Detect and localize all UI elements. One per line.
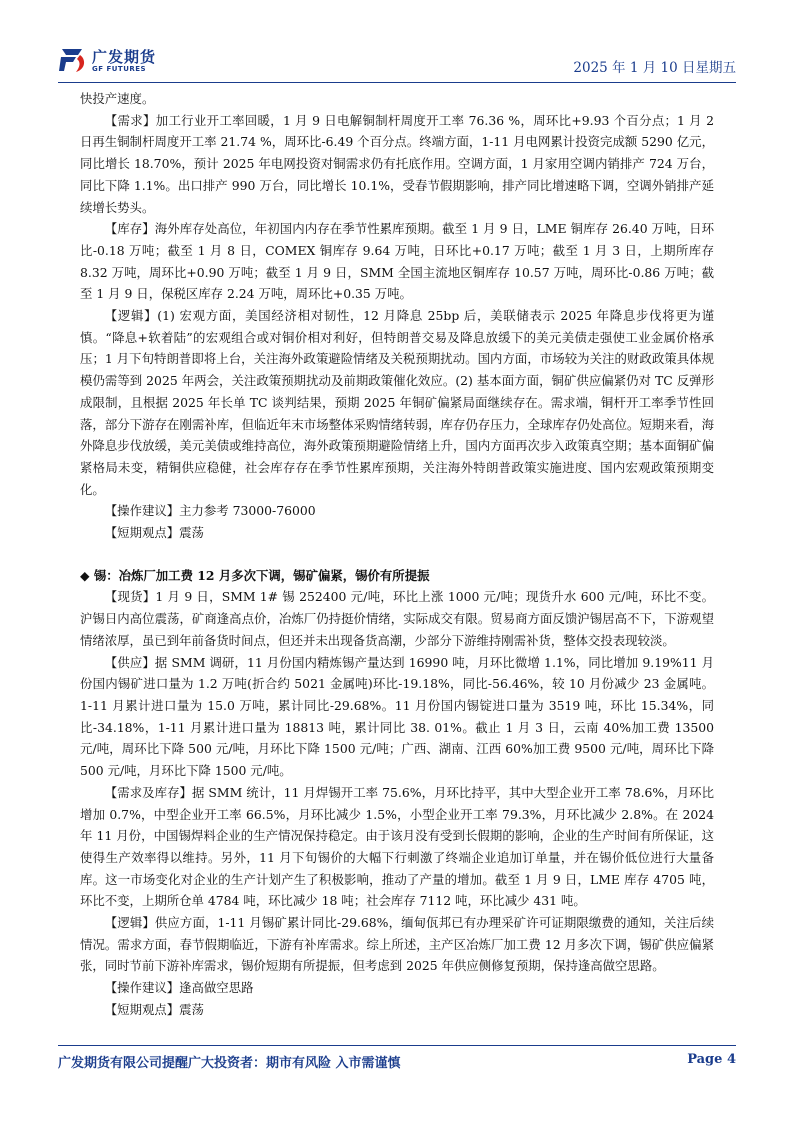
copper-operation-advice: 【操作建议】主力参考 73000-76000	[104, 503, 316, 519]
copper-logic-paragraph: 【逻辑】(1) 宏观方面，美国经济相对韧性，12 月降息 25bp 后，美联储表示 2025 年降息步伐将更为谨慎。“降息+软着陆”的宏观组合或对铜价相对利好，但特朗普交易及降息放缓下的美元美债走强使工业金属价格承压；1 月下旬特朗普即将上台，关注海外政策避险情绪及关税预期扰动。国内方面，市场较为关注的财政政策具体规模仍需等到 2025 年两会，关注政策预期扰动及前期政策催化效应。(2) 基本面方面，铜矿供应偏紧仍对 TC 反弹形成限制，且根据 2025 年长单 TC 谈判结果，预期 2025 年铜矿偏紧局面继续存在。需求端，铜杆开工率季节性回落，部分下游存在刚需补库，但临近年末市场整体采购情绪转弱，库存仍存压力，全球库存仍处高位。短期来看，海外降息步伐放缓，美元美债或维持高位，海外政策预期避险情绪上升，国内方面再次步入政策真空期；基本面铜矿偏紧格局未变，精铜供应稳健，社会库存存在季节性累库预期，关注海外特朗普政策实施进度、国内宏观政策预期变化。	[80, 308, 714, 497]
copper-short-term-view: 【短期观点】震荡	[104, 525, 204, 541]
page-number: Page 4	[687, 1052, 736, 1067]
copper-demand-paragraph: 【需求】加工行业开工率回暖，1 月 9 日电解铜制杆周度开工率 76.36 %，周环比+9.93 个百分点；1 月 2 日再生铜制杆周度开工率 21.74 %，周环比-6.49 个百分点。终端方面，1-11 月电网累计投资完成额 5290 亿元，同比增长 18.70%，预计 2025 年电网投资对铜需求仍有托底作用。空调方面，1 月家用空调内销排产 724 万台，同比下降 1.1%。出口排产 990 万台，同比增长 10.1%，受春节假期影响，排产同比增速略下调，空调外销排产延续增长势头。	[80, 112, 714, 215]
tin-section-title: ◆ 锡：冶炼厂加工费 12 月多次下调，锡矿偏紧，锡价有所提振	[80, 567, 430, 583]
tin-spot-paragraph: 【现货】1 月 9 日，SMM 1# 锡 252400 元/吨，环比上涨 1000 元/吨；现货升水 600 元/吨，环比不变。沪锡日内高位震荡，矿商逢高点价，冶炼厂仍持挺价情绪，实际成交有限。贸易商方面反馈沪锡居高不下，下游观望情绪浓厚，虽已到年前备货时间点，但还并未出现备货高潮，少部分下游维持刚需补货，整体交投表现较淡。	[80, 589, 714, 648]
tin-demand-inventory-paragraph: 【需求及库存】据 SMM 统计，11 月焊锡开工率 75.6%，月环比持平，其中大型企业开工率 78.6%，月环比增加 0.7%，中型企业开工率 66.5%，月环比减少 1.5%，小型企业开工率 79.3%，月环比减少 2.8%。在 2024 年 11 月份，中国锡焊料企业的生产情况保持稳定。由于该月没有受到长假期的影响，企业的生产时间有所保证，这使得生产效率得以维持。另外，11 月下旬锡价的大幅下行刺激了终端企业追加订单量，并在锡价低位进行大量备库。这一市场变化对企业的生产计划产生了积极影响，推动了产量的增加。截至 1 月 9 日，LME 库存 4705 吨，环比不变，上期所仓单 4784 吨，环比减少 18 吨；社会库存 7112 吨，环比减少 431 吨。	[80, 784, 714, 909]
logo-text-cn: 广发期货	[92, 48, 157, 66]
company-logo	[58, 43, 218, 79]
page-footer	[58, 1045, 736, 1070]
gf-logo-icon	[58, 43, 88, 75]
page-header	[58, 40, 736, 83]
tin-supply-paragraph: 【供应】据 SMM 调研，11 月份国内精炼锡产量达到 16990 吨，月环比微增 1.1%，同比增加 9.19%11 月份国内锡矿进口量为 1.2 万吨(折合约 5021 金属吨)环比-19.18%，同比-56.46%，较 10 月份减少 23 金属吨。1-11 月累计进口量为 15.0 万吨，累计同比-29.68%。11 月份国内锡锭进口量为 3519 吨，环比 15.34%，同比-34.18%，1-11 月累计进口量为 18813 吨，累计同比 38. 01%。截止 1 月 3 日，云南 40%加工费 13500 元/吨，周环比下降 500 元/吨，月环比下降 1500 元/吨；广西、湖南、江西 60%加工费 9500 元/吨，周环比下降 500 元/吨，月环比下降 1500 元/吨。	[80, 654, 714, 779]
logo-text-en: GF FUTURES	[92, 65, 147, 73]
paragraph-continuation: 快投产速度。	[80, 91, 155, 106]
report-date: 2025 年 1 月 10 日星期五	[573, 60, 736, 76]
tin-logic-paragraph: 【逻辑】供应方面，1-11 月锡矿累计同比-29.68%，缅甸佤邦已有办理采矿许可证期限缴费的通知，关注后续情况。需求方面，春节假期临近，下游有补库需求。综上所述，主产区冶炼厂加工费 12 月多次下调，锡矿供应偏紧张，同时节前下游补库需求，锡价短期有所提振，但考虑到 2025 年供应侧修复预期，保持逢高做空思路。	[80, 915, 714, 974]
copper-inventory-paragraph: 【库存】海外库存处高位，年初国内内存在季节性累库预期。截至 1 月 9 日，LME 铜库存 26.40 万吨，日环比-0.18 万吨；截至 1 月 8 日，COMEX 铜库存 9.64 万吨，日环比+0.17 万吨；截至 1 月 3 日，上期所库存 8.32 万吨，周环比+0.90 万吨；截至 1 月 9 日，SMM 全国主流地区铜库存 10.57 万吨，周环比-0.86 万吨；截至 1 月 9 日，保税区库存 2.24 万吨，周环比+0.35 万吨。	[80, 221, 714, 302]
tin-operation-advice: 【操作建议】逢高做空思路	[104, 980, 254, 996]
report-body	[80, 88, 714, 1021]
risk-warning: 广发期货有限公司提醒广大投资者：期市有风险 入市需谨慎	[58, 1056, 401, 1071]
tin-short-term-view: 【短期观点】震荡	[104, 1001, 204, 1017]
